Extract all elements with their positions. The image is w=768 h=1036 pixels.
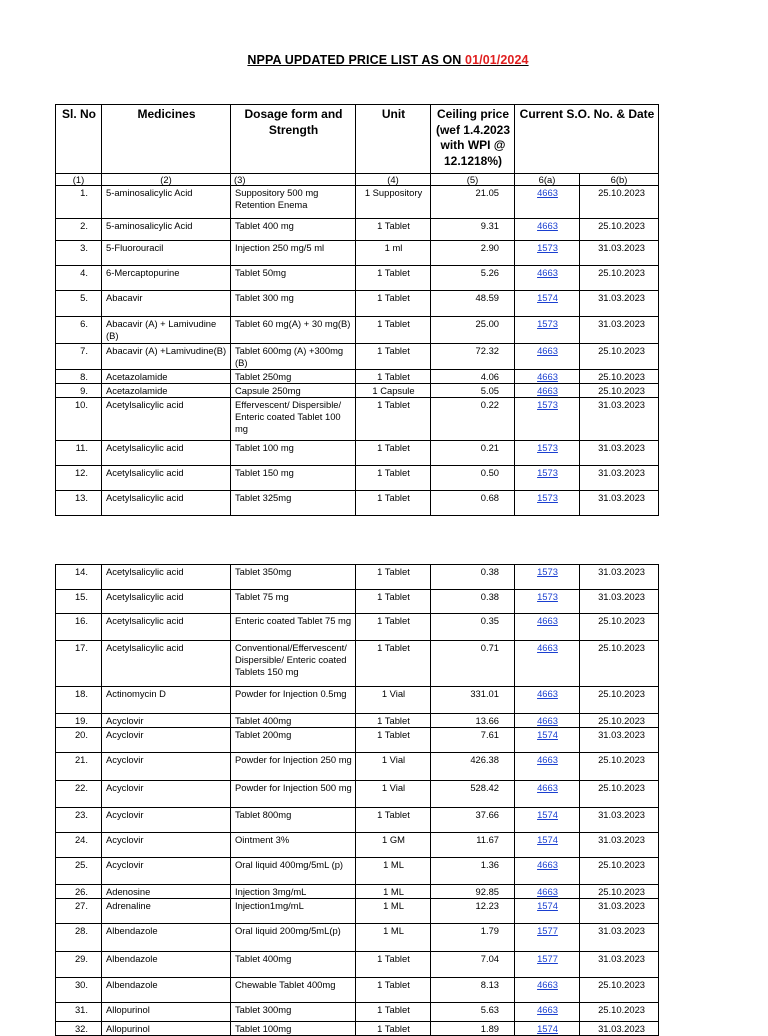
row-unit: 1 Tablet (356, 728, 431, 753)
row-unit: 1 Tablet (356, 808, 431, 833)
row-so-link[interactable]: 1573 (515, 398, 580, 441)
table-row (56, 753, 659, 781)
table-row (56, 978, 659, 1003)
row-sl-no: 1. (56, 186, 102, 219)
row-medicine: Acetylsalicylic acid (102, 491, 231, 516)
row-ceiling-price: 0.50 (431, 466, 515, 491)
row-dosage: Powder for Injection 250 mg (231, 753, 356, 781)
row-dosage: Tablet 200mg (231, 728, 356, 753)
subheader-cell: (4) (356, 174, 431, 186)
row-ceiling-price: 0.22 (431, 398, 515, 441)
row-sl-no: 23. (56, 808, 102, 833)
row-sl-no: 32. (56, 1022, 102, 1036)
row-unit: 1 Tablet (356, 641, 431, 687)
row-so-link[interactable]: 4663 (515, 266, 580, 291)
subheader-cell: (2) (102, 174, 231, 186)
row-so-date: 31.03.2023 (580, 291, 659, 317)
row-medicine: Acetazolamide (102, 370, 231, 384)
table-row (56, 370, 659, 384)
table-row (56, 317, 659, 344)
row-ceiling-price: 5.63 (431, 1003, 515, 1022)
row-ceiling-price: 9.31 (431, 219, 515, 241)
subheader-row (56, 174, 659, 186)
row-so-link[interactable]: 4663 (515, 614, 580, 641)
row-unit: 1 Tablet (356, 344, 431, 370)
row-so-date: 31.03.2023 (580, 565, 659, 590)
row-dosage: Tablet 400mg (231, 714, 356, 728)
row-ceiling-price: 0.68 (431, 491, 515, 516)
header-ceiling-price: Ceiling price (wef 1.4.2023 with WPI @ 12.1218%) (431, 105, 515, 174)
row-ceiling-price: 331.01 (431, 687, 515, 714)
row-sl-no: 13. (56, 491, 102, 516)
row-unit: 1 ML (356, 885, 431, 899)
price-table-1 (55, 104, 659, 516)
row-sl-no: 27. (56, 899, 102, 924)
row-so-date: 25.10.2023 (580, 858, 659, 885)
row-dosage: Oral liquid 400mg/5mL (p) (231, 858, 356, 885)
row-so-link[interactable]: 1574 (515, 728, 580, 753)
row-medicine: Allopurinol (102, 1022, 231, 1036)
table-row (56, 614, 659, 641)
row-medicine: 5-aminosalicylic Acid (102, 186, 231, 219)
row-unit: 1 Tablet (356, 370, 431, 384)
table-row (56, 291, 659, 317)
row-medicine: Acetylsalicylic acid (102, 398, 231, 441)
row-medicine: Albendazole (102, 978, 231, 1003)
row-unit: 1 Capsule (356, 384, 431, 398)
row-dosage: Powder for Injection 0.5mg (231, 687, 356, 714)
row-so-link[interactable]: 4663 (515, 641, 580, 687)
row-sl-no: 26. (56, 885, 102, 899)
header-current-so: Current S.O. No. & Date (515, 105, 659, 174)
row-sl-no: 19. (56, 714, 102, 728)
row-sl-no: 22. (56, 781, 102, 808)
row-sl-no: 4. (56, 266, 102, 291)
row-ceiling-price: 92.85 (431, 885, 515, 899)
subheader-cell: 6(a) (515, 174, 580, 186)
row-dosage: Tablet 800mg (231, 808, 356, 833)
row-unit: 1 Tablet (356, 466, 431, 491)
subheader-cell: (1) (56, 174, 102, 186)
row-so-date: 25.10.2023 (580, 753, 659, 781)
table-row (56, 687, 659, 714)
row-so-link[interactable]: 4663 (515, 219, 580, 241)
row-so-link[interactable]: 4663 (515, 344, 580, 370)
table-row (56, 241, 659, 266)
header-row (56, 105, 659, 174)
table-body-1 (56, 186, 659, 516)
subheader-cell: (3) (231, 174, 356, 186)
row-medicine: Acetylsalicylic acid (102, 565, 231, 590)
row-medicine: 5-aminosalicylic Acid (102, 219, 231, 241)
row-ceiling-price: 1.89 (431, 1022, 515, 1036)
row-medicine: Acetylsalicylic acid (102, 590, 231, 614)
row-so-link[interactable]: 1577 (515, 952, 580, 978)
row-medicine: 5-Fluorouracil (102, 241, 231, 266)
row-so-link[interactable]: 1573 (515, 590, 580, 614)
row-unit: 1 Vial (356, 753, 431, 781)
header-sl-no: Sl. No (56, 105, 102, 174)
subheader-cell: 6(b) (580, 174, 659, 186)
row-medicine: Acetylsalicylic acid (102, 614, 231, 641)
row-medicine: Adrenaline (102, 899, 231, 924)
row-dosage: Conventional/Effervescent/ Dispersible/ Enteric coated Tablets 150 mg (231, 641, 356, 687)
row-sl-no: 10. (56, 398, 102, 441)
row-ceiling-price: 12.23 (431, 899, 515, 924)
row-sl-no: 11. (56, 441, 102, 466)
row-so-date: 31.03.2023 (580, 398, 659, 441)
row-ceiling-price: 5.05 (431, 384, 515, 398)
row-sl-no: 25. (56, 858, 102, 885)
row-so-link[interactable]: 4663 (515, 781, 580, 808)
table-row (56, 858, 659, 885)
row-dosage: Oral liquid 200mg/5mL(p) (231, 924, 356, 952)
row-unit: 1 Tablet (356, 952, 431, 978)
row-so-link[interactable]: 1577 (515, 924, 580, 952)
row-medicine: Actinomycin D (102, 687, 231, 714)
row-sl-no: 5. (56, 291, 102, 317)
row-dosage: Tablet 300mg (231, 1003, 356, 1022)
row-so-link[interactable]: 1573 (515, 241, 580, 266)
header-dosage: Dosage form and Strength (231, 105, 356, 174)
row-so-date: 25.10.2023 (580, 714, 659, 728)
row-medicine: Acyclovir (102, 781, 231, 808)
row-sl-no: 7. (56, 344, 102, 370)
row-so-date: 31.03.2023 (580, 952, 659, 978)
row-dosage: Tablet 400 mg (231, 219, 356, 241)
table-row (56, 781, 659, 808)
row-sl-no: 17. (56, 641, 102, 687)
row-medicine: Abacavir (A) +Lamivudine(B) (102, 344, 231, 370)
table-row (56, 491, 659, 516)
row-unit: 1 Tablet (356, 565, 431, 590)
row-unit: 1 Suppository (356, 186, 431, 219)
row-so-link[interactable]: 4663 (515, 384, 580, 398)
row-medicine: Acyclovir (102, 753, 231, 781)
row-so-date: 31.03.2023 (580, 899, 659, 924)
row-medicine: 6-Mercaptopurine (102, 266, 231, 291)
row-ceiling-price: 2.90 (431, 241, 515, 266)
row-medicine: Albendazole (102, 952, 231, 978)
row-so-link[interactable]: 1573 (515, 565, 580, 590)
table-row (56, 885, 659, 899)
row-dosage: Tablet 60 mg(A) + 30 mg(B) (231, 317, 356, 344)
row-dosage: Tablet 250mg (231, 370, 356, 384)
row-medicine: Adenosine (102, 885, 231, 899)
row-medicine: Abacavir (A) + Lamivudine (B) (102, 317, 231, 344)
row-so-link[interactable]: 4663 (515, 687, 580, 714)
row-dosage: Suppository 500 mg Retention Enema (231, 186, 356, 219)
row-medicine: Acyclovir (102, 728, 231, 753)
table-row (56, 641, 659, 687)
row-so-link[interactable]: 4663 (515, 885, 580, 899)
row-dosage: Tablet 600mg (A) +300mg (B) (231, 344, 356, 370)
table-row (56, 833, 659, 858)
row-so-date: 25.10.2023 (580, 885, 659, 899)
table-row (56, 899, 659, 924)
row-medicine: Abacavir (102, 291, 231, 317)
row-medicine: Acetylsalicylic acid (102, 441, 231, 466)
row-medicine: Acetazolamide (102, 384, 231, 398)
row-ceiling-price: 1.79 (431, 924, 515, 952)
table-row (56, 266, 659, 291)
row-sl-no: 9. (56, 384, 102, 398)
row-unit: 1 Tablet (356, 714, 431, 728)
row-dosage: Tablet 325mg (231, 491, 356, 516)
row-dosage: Tablet 100 mg (231, 441, 356, 466)
row-dosage: Injection 3mg/mL (231, 885, 356, 899)
row-dosage: Effervescent/ Dispersible/ Enteric coated Tablet 100 mg (231, 398, 356, 441)
row-dosage: Tablet 300 mg (231, 291, 356, 317)
row-so-link[interactable]: 4663 (515, 753, 580, 781)
row-sl-no: 2. (56, 219, 102, 241)
row-sl-no: 15. (56, 590, 102, 614)
table-row (56, 924, 659, 952)
row-so-date: 25.10.2023 (580, 384, 659, 398)
row-so-link[interactable]: 1574 (515, 1022, 580, 1036)
row-so-date: 31.03.2023 (580, 491, 659, 516)
row-unit: 1 ML (356, 924, 431, 952)
row-medicine: Acetylsalicylic acid (102, 641, 231, 687)
row-unit: 1 Tablet (356, 1003, 431, 1022)
row-unit: 1 Tablet (356, 317, 431, 344)
row-medicine: Acyclovir (102, 833, 231, 858)
row-ceiling-price: 1.36 (431, 858, 515, 885)
row-medicine: Acyclovir (102, 808, 231, 833)
row-ceiling-price: 8.13 (431, 978, 515, 1003)
row-sl-no: 28. (56, 924, 102, 952)
row-so-date: 31.03.2023 (580, 1022, 659, 1036)
row-so-link[interactable]: 1573 (515, 491, 580, 516)
row-ceiling-price: 7.04 (431, 952, 515, 978)
row-so-date: 25.10.2023 (580, 687, 659, 714)
row-ceiling-price: 0.38 (431, 590, 515, 614)
row-medicine: Acetylsalicylic acid (102, 466, 231, 491)
row-so-date: 31.03.2023 (580, 317, 659, 344)
row-so-link[interactable]: 4663 (515, 370, 580, 384)
header-unit: Unit (356, 105, 431, 174)
row-ceiling-price: 25.00 (431, 317, 515, 344)
title-text: NPPA UPDATED PRICE LIST AS ON (247, 53, 466, 67)
row-sl-no: 31. (56, 1003, 102, 1022)
row-sl-no: 21. (56, 753, 102, 781)
row-unit: 1 GM (356, 833, 431, 858)
row-sl-no: 16. (56, 614, 102, 641)
table-row (56, 186, 659, 219)
row-sl-no: 6. (56, 317, 102, 344)
row-dosage: Tablet 400mg (231, 952, 356, 978)
row-so-date: 25.10.2023 (580, 370, 659, 384)
row-medicine: Allopurinol (102, 1003, 231, 1022)
row-unit: 1 Tablet (356, 614, 431, 641)
row-so-date: 25.10.2023 (580, 614, 659, 641)
row-unit: 1 Vial (356, 781, 431, 808)
row-sl-no: 3. (56, 241, 102, 266)
subheader-cell: (5) (431, 174, 515, 186)
price-table-2 (55, 564, 659, 1036)
row-dosage: Injection 250 mg/5 ml (231, 241, 356, 266)
row-so-link[interactable]: 1574 (515, 899, 580, 924)
row-sl-no: 24. (56, 833, 102, 858)
row-so-date: 25.10.2023 (580, 978, 659, 1003)
row-ceiling-price: 11.67 (431, 833, 515, 858)
row-unit: 1 Vial (356, 687, 431, 714)
row-unit: 1 Tablet (356, 266, 431, 291)
row-unit: 1 Tablet (356, 491, 431, 516)
row-so-link[interactable]: 4663 (515, 1003, 580, 1022)
row-ceiling-price: 0.35 (431, 614, 515, 641)
table-body-2 (56, 565, 659, 1036)
row-unit: 1 Tablet (356, 291, 431, 317)
row-so-link[interactable]: 1573 (515, 466, 580, 491)
row-ceiling-price: 37.66 (431, 808, 515, 833)
row-so-link[interactable]: 1574 (515, 833, 580, 858)
row-so-date: 31.03.2023 (580, 924, 659, 952)
row-unit: 1 ML (356, 858, 431, 885)
table-row (56, 565, 659, 590)
row-so-date: 31.03.2023 (580, 728, 659, 753)
row-sl-no: 14. (56, 565, 102, 590)
table-row (56, 441, 659, 466)
row-so-date: 31.03.2023 (580, 808, 659, 833)
row-unit: 1 Tablet (356, 978, 431, 1003)
row-so-date: 25.10.2023 (580, 266, 659, 291)
row-ceiling-price: 7.61 (431, 728, 515, 753)
row-unit: 1 Tablet (356, 590, 431, 614)
row-so-link[interactable]: 4663 (515, 858, 580, 885)
row-ceiling-price: 72.32 (431, 344, 515, 370)
table-row (56, 384, 659, 398)
row-sl-no: 8. (56, 370, 102, 384)
table-row (56, 219, 659, 241)
table-row (56, 344, 659, 370)
row-so-date: 31.03.2023 (580, 833, 659, 858)
row-unit: 1 Tablet (356, 441, 431, 466)
table-row (56, 808, 659, 833)
row-medicine: Acyclovir (102, 858, 231, 885)
row-dosage: Tablet 75 mg (231, 590, 356, 614)
table-row (56, 952, 659, 978)
row-so-date: 31.03.2023 (580, 466, 659, 491)
row-medicine: Albendazole (102, 924, 231, 952)
row-dosage: Tablet 100mg (231, 1022, 356, 1036)
row-sl-no: 29. (56, 952, 102, 978)
row-dosage: Powder for Injection 500 mg (231, 781, 356, 808)
row-sl-no: 18. (56, 687, 102, 714)
table-row (56, 590, 659, 614)
row-sl-no: 20. (56, 728, 102, 753)
row-ceiling-price: 13.66 (431, 714, 515, 728)
table-row (56, 466, 659, 491)
row-ceiling-price: 21.05 (431, 186, 515, 219)
row-so-date: 25.10.2023 (580, 641, 659, 687)
row-dosage: Injection1mg/mL (231, 899, 356, 924)
row-so-date: 25.10.2023 (580, 344, 659, 370)
row-sl-no: 30. (56, 978, 102, 1003)
row-ceiling-price: 426.38 (431, 753, 515, 781)
row-so-date: 25.10.2023 (580, 781, 659, 808)
row-so-date: 25.10.2023 (580, 219, 659, 241)
row-so-date: 31.03.2023 (580, 441, 659, 466)
table-row (56, 728, 659, 753)
row-so-link[interactable]: 4663 (515, 186, 580, 219)
row-so-link[interactable]: 1573 (515, 317, 580, 344)
table-row (56, 714, 659, 728)
row-unit: 1 Tablet (356, 219, 431, 241)
table-row (56, 1003, 659, 1022)
title-date: 01/01/2024 (465, 53, 529, 67)
row-medicine: Acyclovir (102, 714, 231, 728)
row-dosage: Capsule 250mg (231, 384, 356, 398)
row-ceiling-price: 0.71 (431, 641, 515, 687)
row-so-link[interactable]: 1574 (515, 291, 580, 317)
table-row (56, 398, 659, 441)
page-title (0, 53, 768, 67)
row-ceiling-price: 48.59 (431, 291, 515, 317)
row-so-link[interactable]: 4663 (515, 978, 580, 1003)
row-dosage: Tablet 350mg (231, 565, 356, 590)
row-so-link[interactable]: 1574 (515, 808, 580, 833)
row-ceiling-price: 4.06 (431, 370, 515, 384)
row-dosage: Tablet 150 mg (231, 466, 356, 491)
row-unit: 1 ml (356, 241, 431, 266)
row-ceiling-price: 528.42 (431, 781, 515, 808)
header-medicines: Medicines (102, 105, 231, 174)
row-unit: 1 ML (356, 899, 431, 924)
row-dosage: Chewable Tablet 400mg (231, 978, 356, 1003)
row-so-date: 31.03.2023 (580, 241, 659, 266)
row-so-date: 25.10.2023 (580, 1003, 659, 1022)
row-dosage: Enteric coated Tablet 75 mg (231, 614, 356, 641)
row-ceiling-price: 0.38 (431, 565, 515, 590)
row-dosage: Ointment 3% (231, 833, 356, 858)
row-so-date: 25.10.2023 (580, 186, 659, 219)
row-unit: 1 Tablet (356, 398, 431, 441)
row-ceiling-price: 5.26 (431, 266, 515, 291)
row-ceiling-price: 0.21 (431, 441, 515, 466)
row-unit: 1 Tablet (356, 1022, 431, 1036)
row-so-link[interactable]: 1573 (515, 441, 580, 466)
row-so-link[interactable]: 4663 (515, 714, 580, 728)
row-dosage: Tablet 50mg (231, 266, 356, 291)
row-sl-no: 12. (56, 466, 102, 491)
row-so-date: 31.03.2023 (580, 590, 659, 614)
